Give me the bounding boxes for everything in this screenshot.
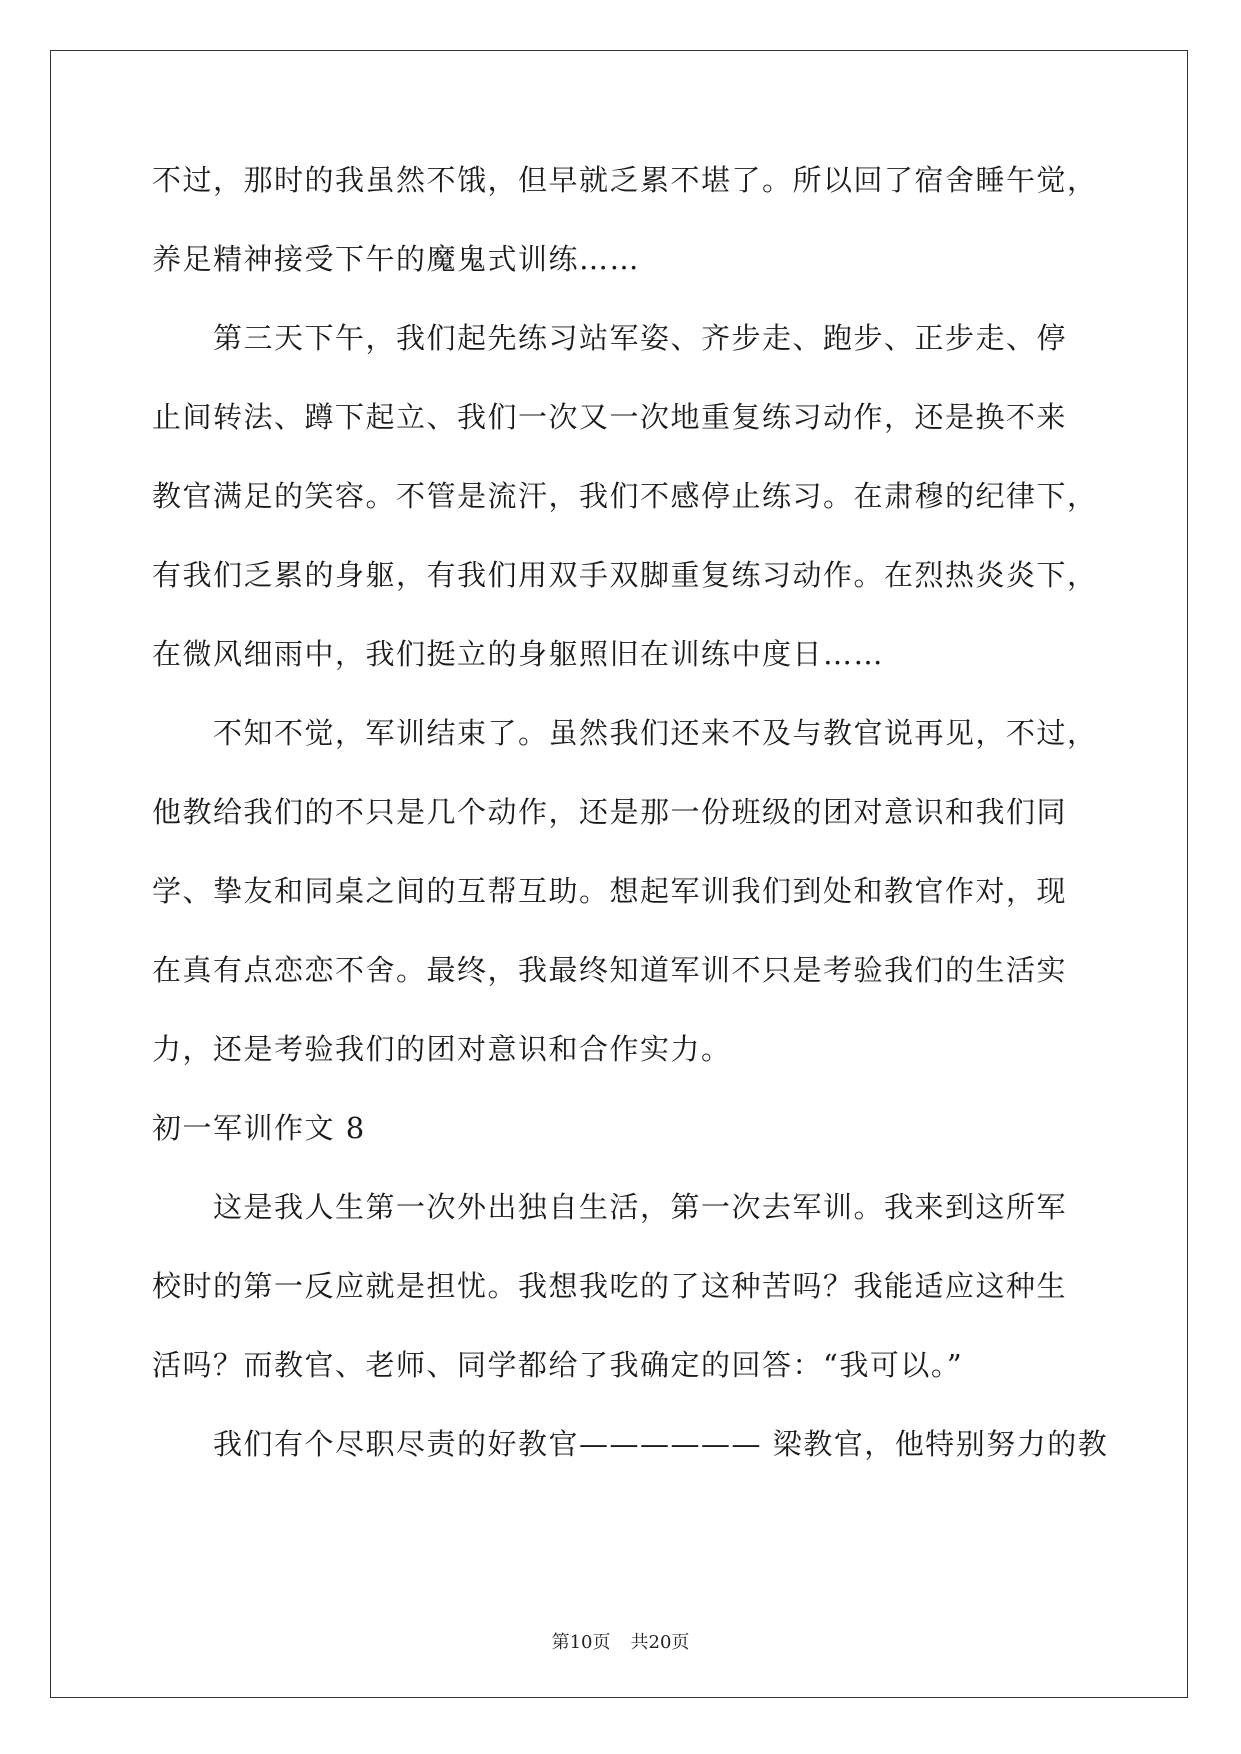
page-footer [0, 1628, 1241, 1654]
document-body [152, 160, 1109, 1503]
text-line: 有我们乏累的身躯，有我们用双手双脚重复练习动作。在烈热炎炎下， [152, 558, 1098, 592]
text-line: 他教给我们的不只是几个动作，还是那一份班级的团对意识和我们同 [152, 795, 1068, 829]
page-number-current: 第10页 [551, 1632, 611, 1653]
page-number-total: 共20页 [630, 1632, 690, 1653]
paragraph-start-line: 第三天下午，我们起先练习站军姿、齐步走、跑步、正步走、停 [213, 321, 1068, 355]
text-line: 不过，那时的我虽然不饿，但早就乏累不堪了。所以回了宿舍睡午觉， [152, 163, 1098, 197]
text-line: 活吗？而教官、老师、同学都给了我确定的回答：“我可以。” [152, 1348, 964, 1382]
text-line: 止间转法、蹲下起立、我们一次又一次地重复练习动作，还是换不来 [152, 400, 1068, 434]
text-line: 教官满足的笑容。不管是流汗，我们不感停止练习。在肃穆的纪律下， [152, 479, 1098, 513]
paragraph-start-line: 我们有个尽职尽责的好教官—————— 梁教官，他特别努力的教 [213, 1427, 1109, 1461]
text-line: 在真有点恋恋不舍。最终，我最终知道军训不只是考验我们的生活实 [152, 953, 1068, 987]
text-line: 学、挚友和同桌之间的互帮互助。想起军训我们到处和教官作对，现 [152, 874, 1068, 908]
text-line: 力，还是考验我们的团对意识和合作实力。 [152, 1032, 732, 1066]
text-line: 校时的第一反应就是担忧。我想我吃的了这种苦吗？我能适应这种生 [152, 1269, 1068, 1303]
section-heading: 初一军训作文 8 [152, 1111, 366, 1145]
text-line: 养足精神接受下午的魔鬼式训练…… [152, 242, 641, 276]
paragraph-start-line: 不知不觉，军训结束了。虽然我们还来不及与教官说再见，不过， [213, 716, 1098, 750]
paragraph-start-line: 这是我人生第一次外出独自生活，第一次去军训。我来到这所军 [213, 1190, 1068, 1224]
text-line: 在微风细雨中，我们挺立的身躯照旧在训练中度日…… [152, 637, 885, 671]
